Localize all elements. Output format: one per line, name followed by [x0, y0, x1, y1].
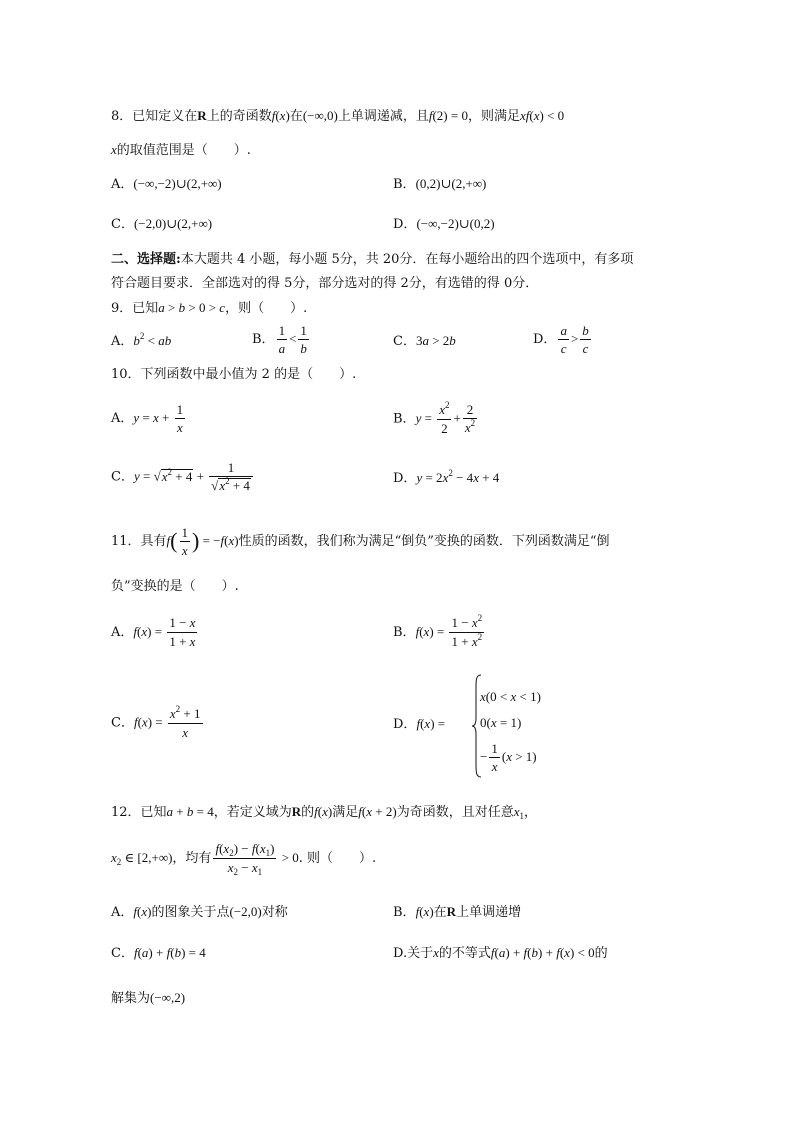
q12-line2: $x_2$ ∈ [2,+∞)，均有 $\frac{f(x_2) - f(x_1)}{x_2 - x_1}$ > 0. 则（ ）.	[111, 841, 377, 877]
q9-option-a[interactable]: A．$b^2$ < ab	[111, 331, 172, 349]
q11-option-d[interactable]: D．f(x) =	[393, 716, 446, 732]
q9-stem: 9．已知a > b > 0 > c，则（ ）.	[111, 300, 308, 316]
q12-option-d-line2: 解集为(−∞,2)	[111, 990, 186, 1006]
q11-piecewise-case-3: − $\frac{1}{x}$ (x > 1)	[480, 741, 537, 774]
q12-option-b[interactable]: B．f(x)在R上单调递增	[393, 904, 522, 920]
section2-line1: 二、选择题:本大题共 4 小题，每小题 5分，共 20分．在每小题给出的四个选项中，有多项	[111, 252, 634, 267]
q11-piecewise-case-2: 0(x = 1)	[480, 715, 522, 730]
q10-option-c[interactable]: C．$y = √x^2 + 4$ + $\frac{1}{√x^2 + 4}$	[111, 459, 255, 495]
q10-option-b[interactable]: B．y = $\frac{x^2}{2}$ + $\frac{2}{x^2}$	[393, 400, 476, 436]
q8-option-d[interactable]: D．(−∞,−2)∪(0,2)	[393, 216, 495, 232]
q8-option-c[interactable]: C．(−2,0)∪(2,+∞)	[111, 216, 213, 232]
section2-title: 二、选择题:	[111, 252, 181, 267]
q12-option-d[interactable]: D.关于x的不等式f(a) + f(b) + f(x) < 0的	[393, 945, 608, 961]
q8-line1: 8．已知定义在R上的奇函数f(x)在(−∞,0)上单调递减，且f(2) = 0，则满足xf(x) < 0	[111, 108, 565, 124]
q11-line1: 11．具有f( $\frac{1}{x}$ ) = −f(x)性质的函数，我们称为满足“倒负”变换的函数．下列函数满足“倒	[111, 525, 610, 558]
q11-option-a[interactable]: A．f(x) = $\frac{1 - x}{1 + x}$	[111, 615, 196, 649]
q10-option-a[interactable]: A．y = x + $\frac{1}{x}$	[111, 402, 184, 435]
q11-option-c[interactable]: C．f(x) = $\frac{x^2 + 1}{x}$	[111, 704, 201, 740]
q10-stem: 10．下列函数中最小值为 2 的是（ ）.	[111, 367, 357, 382]
q11-piecewise-case-1: x(0 < x < 1)	[480, 689, 541, 704]
section2-line2: 符合题目要求．全部选对的得 5分，部分选对的得 2分，有选错的得 0分．	[111, 276, 539, 291]
q8-line2: x的取值范围是（ ）.	[111, 142, 251, 158]
q12-option-a[interactable]: A．f(x)的图象关于点(−2,0)对称	[111, 904, 288, 920]
q9-option-c[interactable]: C．3a > 2b	[393, 333, 456, 349]
q8-option-b[interactable]: B．(0,2)∪(2,+∞)	[393, 176, 487, 192]
q8-number: 8．	[111, 109, 133, 124]
q8-option-a[interactable]: A．(−∞,−2)∪(2,+∞)	[111, 176, 222, 192]
q11-line2: 负”变换的是（ ）.	[111, 579, 239, 594]
q11-option-b[interactable]: B．f(x) = $\frac{1 - x^2}{1 + x^2}$	[393, 613, 483, 649]
q9-option-b[interactable]: B． $\frac{1}{a}$ < $\frac{1}{b}$	[252, 323, 307, 356]
q9-option-d[interactable]: D． $\frac{a}{c}$ > $\frac{b}{c}$	[533, 323, 589, 356]
q12-line1: 12．已知a + b = 4，若定义域为R的f(x)满足f(x + 2)为奇函数，且对任意$x_1$，	[111, 804, 537, 821]
q12-option-c[interactable]: C．f(a) + f(b) = 4	[111, 945, 206, 961]
q10-option-d[interactable]: D．$y = 2x^2 - 4x + 4$	[393, 468, 500, 486]
